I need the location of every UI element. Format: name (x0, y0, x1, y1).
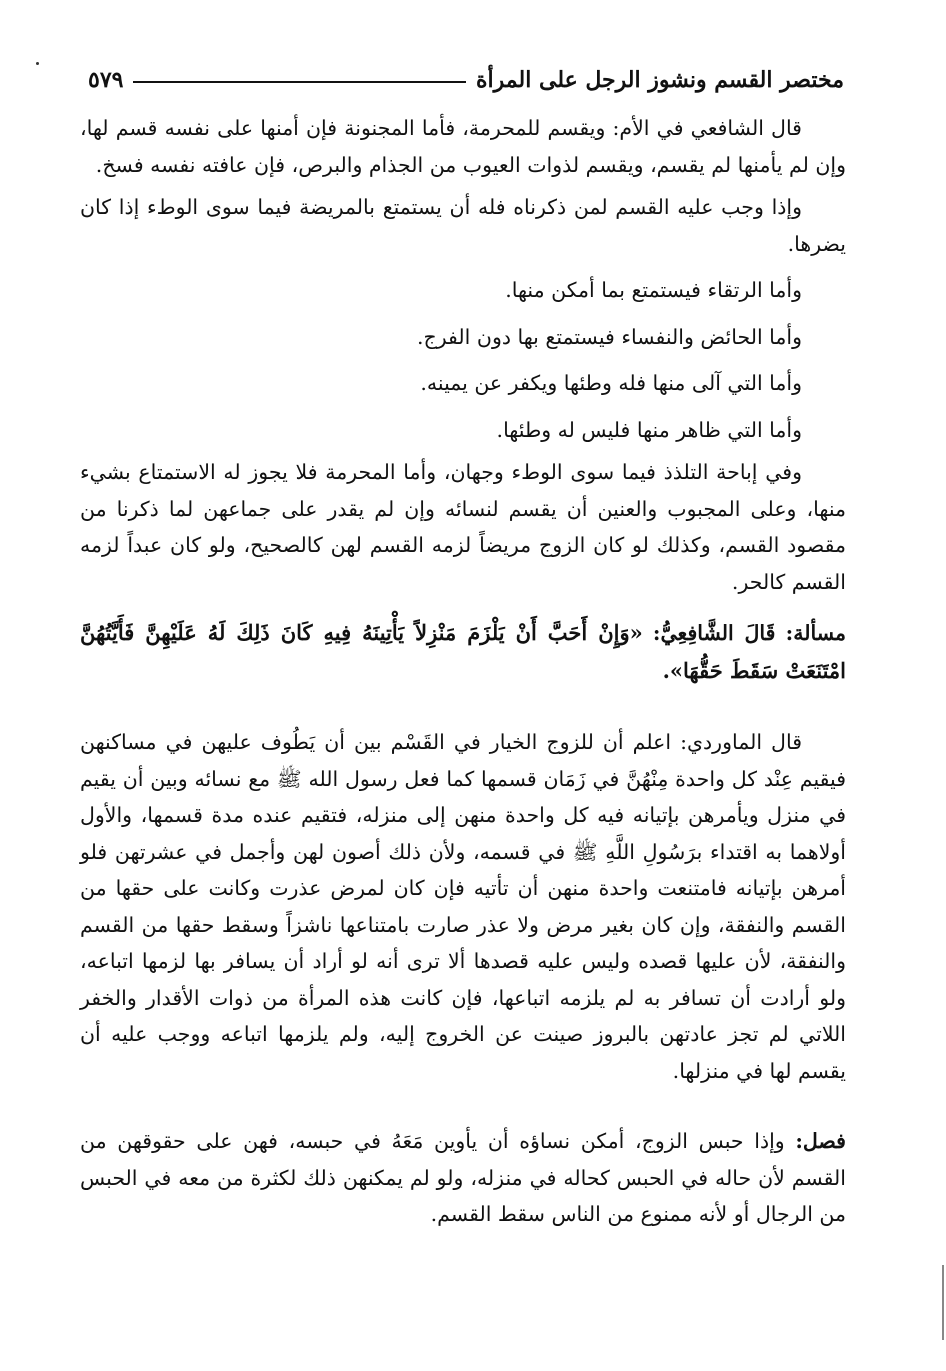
page-number: ٥٧٩ (88, 67, 124, 93)
paragraph-sick-wife: وإذا وجب عليه القسم لمن ذكرناه فله أن يستمتع بالمريضة فيما سوى الوطء إذا كان يضرها. (80, 195, 846, 256)
fasl-text: وإذا حبس الزوج، أمكن نساؤه أن يأوين مَعَهُ في حبسه، فهن على حقوقهن من القسم لأن حاله في الحبس كحاله في منزله، ولو لم يمكنهن ذلك لكثرة من معه في الحبس من الرجال أو لأنه ممنوع من الناس سقط القسم. (80, 1129, 846, 1226)
margin-dot (36, 62, 39, 65)
masala-speaker: قَالَ الشَّافِعِيُّ: (652, 621, 776, 645)
paragraph-ratqa: وأما الرتقاء فيستمتع بما أمكن منها. (505, 278, 802, 302)
paragraph-enjoyment: وفي إباحة التلذذ فيما سوى الوطء وجهان، وأما المحرمة فلا يجوز له الاستمتاع بشيء منها، وعلى المجبوب والعنين أن يقسم لنسائه وإن لم يقدر على جماعهن لما ذكرنا من مقصود القسم، وكذلك لو كان الزوج مريضاً لزمه القسم لهن كالصحيح، ولو كان عبداً لزمه القسم كالحر. (80, 460, 846, 594)
masala-label: مسألة: (785, 621, 846, 645)
fasl-label: فصل: (795, 1129, 846, 1153)
masala-paragraph (80, 614, 846, 690)
body-text (80, 110, 846, 1233)
header-rule (133, 81, 466, 83)
paragraph-menstruating: وأما الحائض والنفساء فيستمتع بها دون الفرج. (417, 324, 802, 349)
paragraph-zihar: وأما التي ظاهر منها فليس له وطئها. (496, 417, 802, 442)
running-title: مختصر القسم ونشوز الرجل على المرأة (476, 67, 844, 93)
paragraph-al-umm: قال الشافعي في الأم: ويقسم للمحرمة، فأما المجنونة فإن أمنها على نفسه قسم لها، وإن لم يأمنها لم يقسم، ويقسم لذوات العيوب من الجذام والبرص، فإن عافته نفسه فسخ. (80, 116, 846, 177)
masala-quote: «وَإِنْ أَحَبَّ أَنْ يَلْزَمَ مَنْزِلاً يَأْتِينَهُ فِيهِ كَانَ ذَلِكَ لَهُ عَلَيْهِنَّ فَأَيَّتُهُنَّ امْتَنَعَتْ سَقَطَ حَقُّهَا». (80, 620, 846, 683)
page-header (88, 60, 844, 100)
page-edge-line (942, 1265, 944, 1340)
fasl-paragraph (80, 1123, 846, 1233)
paragraph-ila: وأما التي آلى منها فله وطئها ويكفر عن يمينه. (420, 371, 802, 395)
paragraph-mawardi: قال الماوردي: اعلم أن للزوج الخيار في القَسْم بين أن يَطُوف عليهن في مساكنهن فيقيم عِنْد كل واحدة مِنْهُنَّ في زَمَان قسمها كما فعل رسول الله ﷺ مع نسائه وبين أن يقيم في منزل ويأمرهن بإتيانه فيه كل واحدة منهن إلى منزله، فتقيم عنده مدة قسمها، والأول أولاهما به اقتداء برَسُولِ اللَّهِ ﷺ في قسمه، ولأن ذلك أصون لهن وأجمل في عشرتهن فلو أمرهن بإتيانه فامتنعت واحدة منهن أن تأتيه فإن كان لمرض عذرت وكانت على حقها من القسم والنفقة، وإن كان بغير مرض ولا عذر صارت بامتناعها ناشزاً وسقط حقها من القسم والنفقة، لأن عليها قصده وليس عليه قصدها ألا ترى أنه لو أراد أن يسافر بها لزمها اتباعه، ولو أرادت أن تسافر به لم يلزمه اتباعها، فإن كانت هذه المرأة من ذوات الأقدار والخفر اللاتي لم تجز عادتهن بالبروز صينت عن الخروج إليه، ولم يلزمها اتباعه ووجب عليه أن يقسم لها في منزلها. (80, 730, 846, 1083)
